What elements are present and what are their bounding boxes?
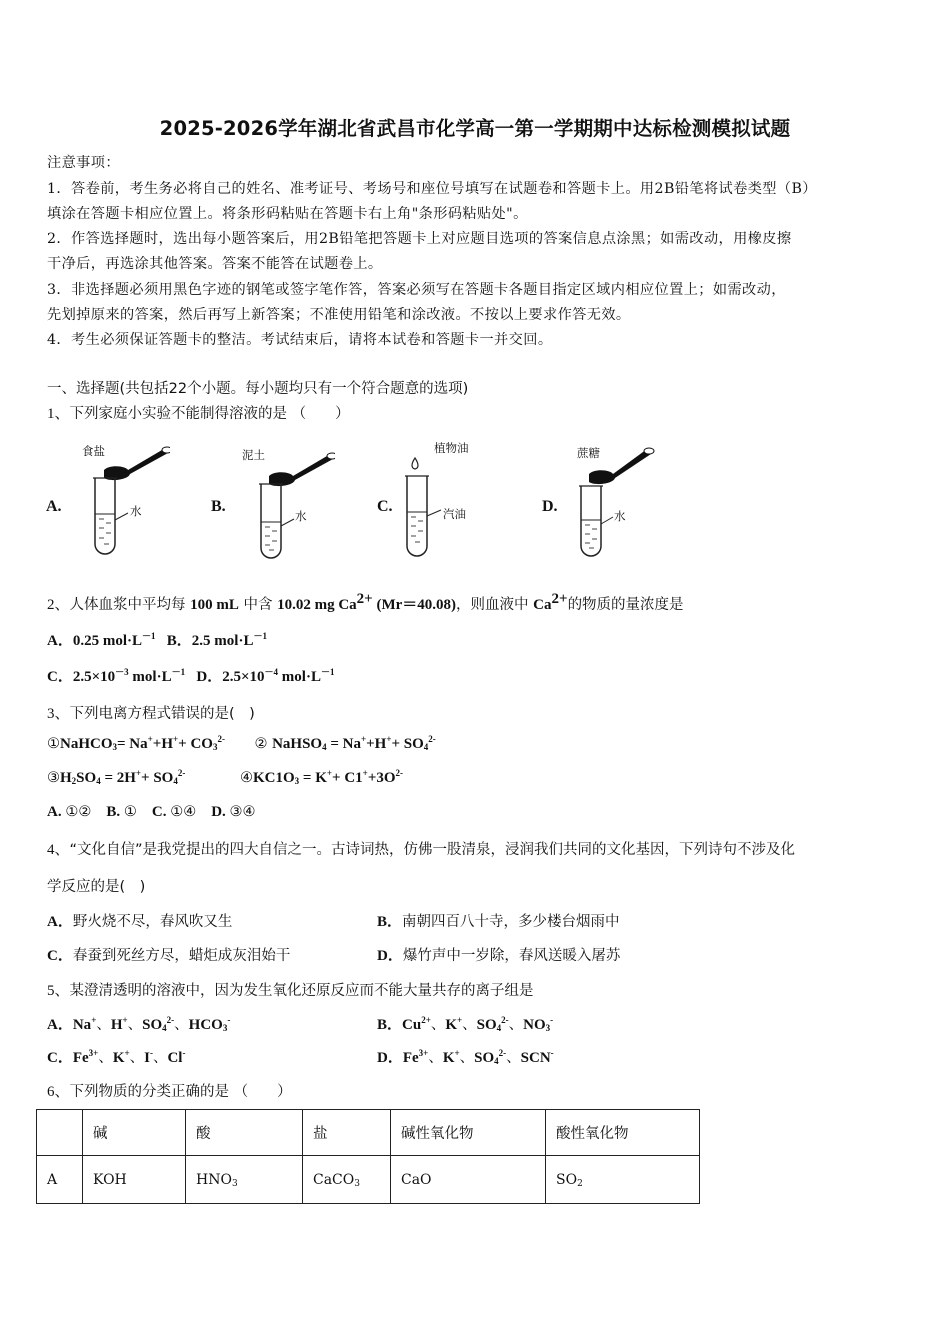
spoon-test-tube-icon <box>255 442 335 562</box>
question-3-equations-row-1 <box>47 736 436 753</box>
notice-line: 先划掉原来的答案，然后再写上新答案；不准使用铅笔和涂改液。不按以上要求作答无效。 <box>47 307 631 323</box>
basic-oxide-cell: CaO <box>391 1156 546 1204</box>
notice-line: 干净后，再选涂其他答案。答案不能答在试题卷上。 <box>47 256 383 272</box>
option-d[interactable]: D．$Fe^{3+}$、K+、$SO_4^{2-}$、SCN- <box>377 1048 554 1066</box>
substance-label: 食盐 <box>82 444 105 458</box>
table-header-cell: 碱 <box>83 1110 186 1156</box>
spoon-test-tube-icon <box>575 440 655 560</box>
question-text: 的物质的量浓度是 <box>567 597 684 613</box>
option-d[interactable]: D．爆竹声中一岁除，春风送暖入屠苏 <box>377 948 621 964</box>
substance-label: 蔗糖 <box>577 446 600 460</box>
question-3-options <box>47 804 256 821</box>
question-2-options-row-2 <box>47 665 334 686</box>
acidic-oxide-cell: $SO_2$ <box>546 1156 700 1204</box>
question-number: 6、 <box>47 1084 70 1100</box>
question-text: ，则血液中 <box>456 597 534 613</box>
table-header-cell: 碱性氧化物 <box>391 1110 546 1156</box>
option-a[interactable]: A．0.25 $mol\cdot L^{-1}$ <box>47 631 156 649</box>
option-d[interactable]: D．$2.5\times 10^{-4}$ $mol\cdot L^{-1}$ <box>196 667 335 685</box>
option-a[interactable]: A．野火烧不尽，春风吹又生 <box>47 914 233 930</box>
question-text: 下列电离方程式错误的是( ) <box>69 706 255 722</box>
volume-value: 100 mL <box>190 597 239 613</box>
option-b[interactable]: B．南朝四百八十寺，多少楼台烟雨中 <box>377 914 620 930</box>
substance-label: 泥土 <box>242 448 265 462</box>
question-1-stem <box>47 402 350 423</box>
classification-table <box>36 1109 700 1204</box>
notice-line: 2．作答选择题时，选出每小题答案后，用2B铅笔把答题卡上对应题目选项的答案信息点涂黑；如需改动，用橡皮擦 <box>47 231 792 247</box>
question-text: 下列物质的分类正确的是 （ ） <box>69 1084 292 1100</box>
equation-2: ② NaHSO$_4$ = $Na^++H^++ SO_4^{2-}$ <box>254 734 436 752</box>
question-text: 某澄清透明的溶液中，因为发生氧化还原反应而不能大量共存的离子组是 <box>69 983 534 999</box>
question-3-stem <box>47 702 255 723</box>
notice-line: 填涂在答题卡相应位置上。将条形码粘贴在答题卡右上角"条形码粘贴处"。 <box>47 206 528 222</box>
option-b[interactable]: B．2.5 $mol\cdot L^{-1}$ <box>166 631 267 649</box>
charge-superscript: 2+ <box>356 591 373 607</box>
question-number: 3、 <box>47 706 70 722</box>
question-2-options-row-1 <box>47 629 267 650</box>
equation-1: ①NaHCO$_3$= $Na^++H^++ CO_3^{2-}$ <box>47 734 225 752</box>
substance-label: 植物油 <box>434 441 469 455</box>
salt-cell: CaCO$_3$ <box>303 1156 391 1204</box>
equation-3: $③H_2SO_4 = 2H^++ SO_4^{2-}$ <box>47 768 186 786</box>
table-row <box>37 1156 700 1204</box>
question-number: 4、 <box>47 842 70 858</box>
question-2-stem <box>47 593 684 614</box>
notice-line: 4．考生必须保证答题卡的整洁。考试结束后，请将本试卷和答题卡一并交回。 <box>47 332 553 348</box>
question-text: 下列家庭小实验不能制得溶液的是 （ ） <box>69 406 350 422</box>
liquid-label: 水 <box>614 509 626 523</box>
question-3-equations-row-2 <box>47 770 185 787</box>
charge-superscript: 2+ <box>551 591 568 607</box>
question-number: 5、 <box>47 983 70 999</box>
equation-4: $④KC1O_3 = K^++ C1^++3O^{2-}$ <box>240 768 404 786</box>
table-header-cell: 酸 <box>186 1110 303 1156</box>
option-label-c: C. <box>377 498 393 515</box>
question-text: “文化自信”是我党提出的四大自信之一。古诗词热，仿佛一股清泉，浸润我们共同的文化基因，下列诗句不涉及化 <box>69 842 796 858</box>
question-4-stem-line-2: 学反应的是( ) <box>47 879 146 895</box>
option-c[interactable]: C．$2.5\times 10^{-3}$ $mol\cdot L^{-1}$ <box>47 667 186 685</box>
option-b[interactable]: B. ① <box>106 804 137 820</box>
option-d[interactable]: D. ③④ <box>211 804 256 820</box>
option-a[interactable]: A. ①② <box>47 804 92 820</box>
question-3-equation-4 <box>240 770 403 787</box>
option-label-b: B. <box>211 498 226 515</box>
option-a[interactable]: A．Na+、H+、$SO_4^{2-}$、$HCO_3^-$ <box>47 1015 231 1033</box>
ion-text: Ca <box>533 597 552 613</box>
liquid-label: 水 <box>130 504 142 518</box>
liquid-label: 汽油 <box>443 507 466 521</box>
option-c[interactable]: C．$Fe^{3+}$、K+、I-、Cl- <box>47 1048 186 1066</box>
section-heading: 一、选择题(共包括22个小题。每小题均只有一个符合题意的选项) <box>47 381 469 397</box>
option-label-a: A. <box>46 498 62 515</box>
table-header-cell: 酸性氧化物 <box>546 1110 700 1156</box>
option-label-d: D. <box>542 498 558 515</box>
page-title: 2025-2026学年湖北省武昌市化学高一第一学期期中达标检测模拟试题 <box>159 117 791 140</box>
question-6-stem <box>47 1080 292 1101</box>
option-c[interactable]: C．春蚕到死丝方尽，蜡炬成灰泪始干 <box>47 948 291 964</box>
question-5-stem <box>47 979 534 1000</box>
option-b[interactable]: B．$Cu^{2+}$、K+、$SO_4^{2-}$、$NO_3^-$ <box>377 1015 554 1033</box>
acid-cell: $HNO_3$ <box>186 1156 303 1204</box>
table-header-cell: 盐 <box>303 1110 391 1156</box>
spoon-test-tube-icon <box>90 440 170 560</box>
question-4-stem <box>47 838 795 859</box>
question-text: 人体血浆中平均每 <box>69 597 191 613</box>
table-header-cell <box>37 1110 83 1156</box>
option-c[interactable]: C. ①④ <box>151 804 197 820</box>
dropper-test-tube-icon <box>405 452 445 562</box>
question-number: 1、 <box>47 406 70 422</box>
question-text: 中含 <box>238 597 278 613</box>
notice-line: 3．非选择题必须用黑色字迹的钢笔或签字笔作答，答案必须写在答题卡各题目指定区域内相应位置上；如需改动， <box>47 282 786 298</box>
base-cell: KOH <box>83 1156 186 1204</box>
liquid-label: 水 <box>295 509 307 523</box>
question-number: 2、 <box>47 597 70 613</box>
molar-mass: (Mr＝40.08) <box>372 597 457 613</box>
table-header-row <box>37 1110 700 1156</box>
notice-heading: 注意事项： <box>47 155 120 171</box>
row-label: A <box>37 1156 83 1204</box>
mass-value: 10.02 mg Ca <box>277 597 357 613</box>
notice-line: 1．答卷前，考生务必将自己的姓名、准考证号、考场号和座位号填写在试题卷和答题卡上。用2B铅笔将试卷类型（B） <box>47 181 817 197</box>
